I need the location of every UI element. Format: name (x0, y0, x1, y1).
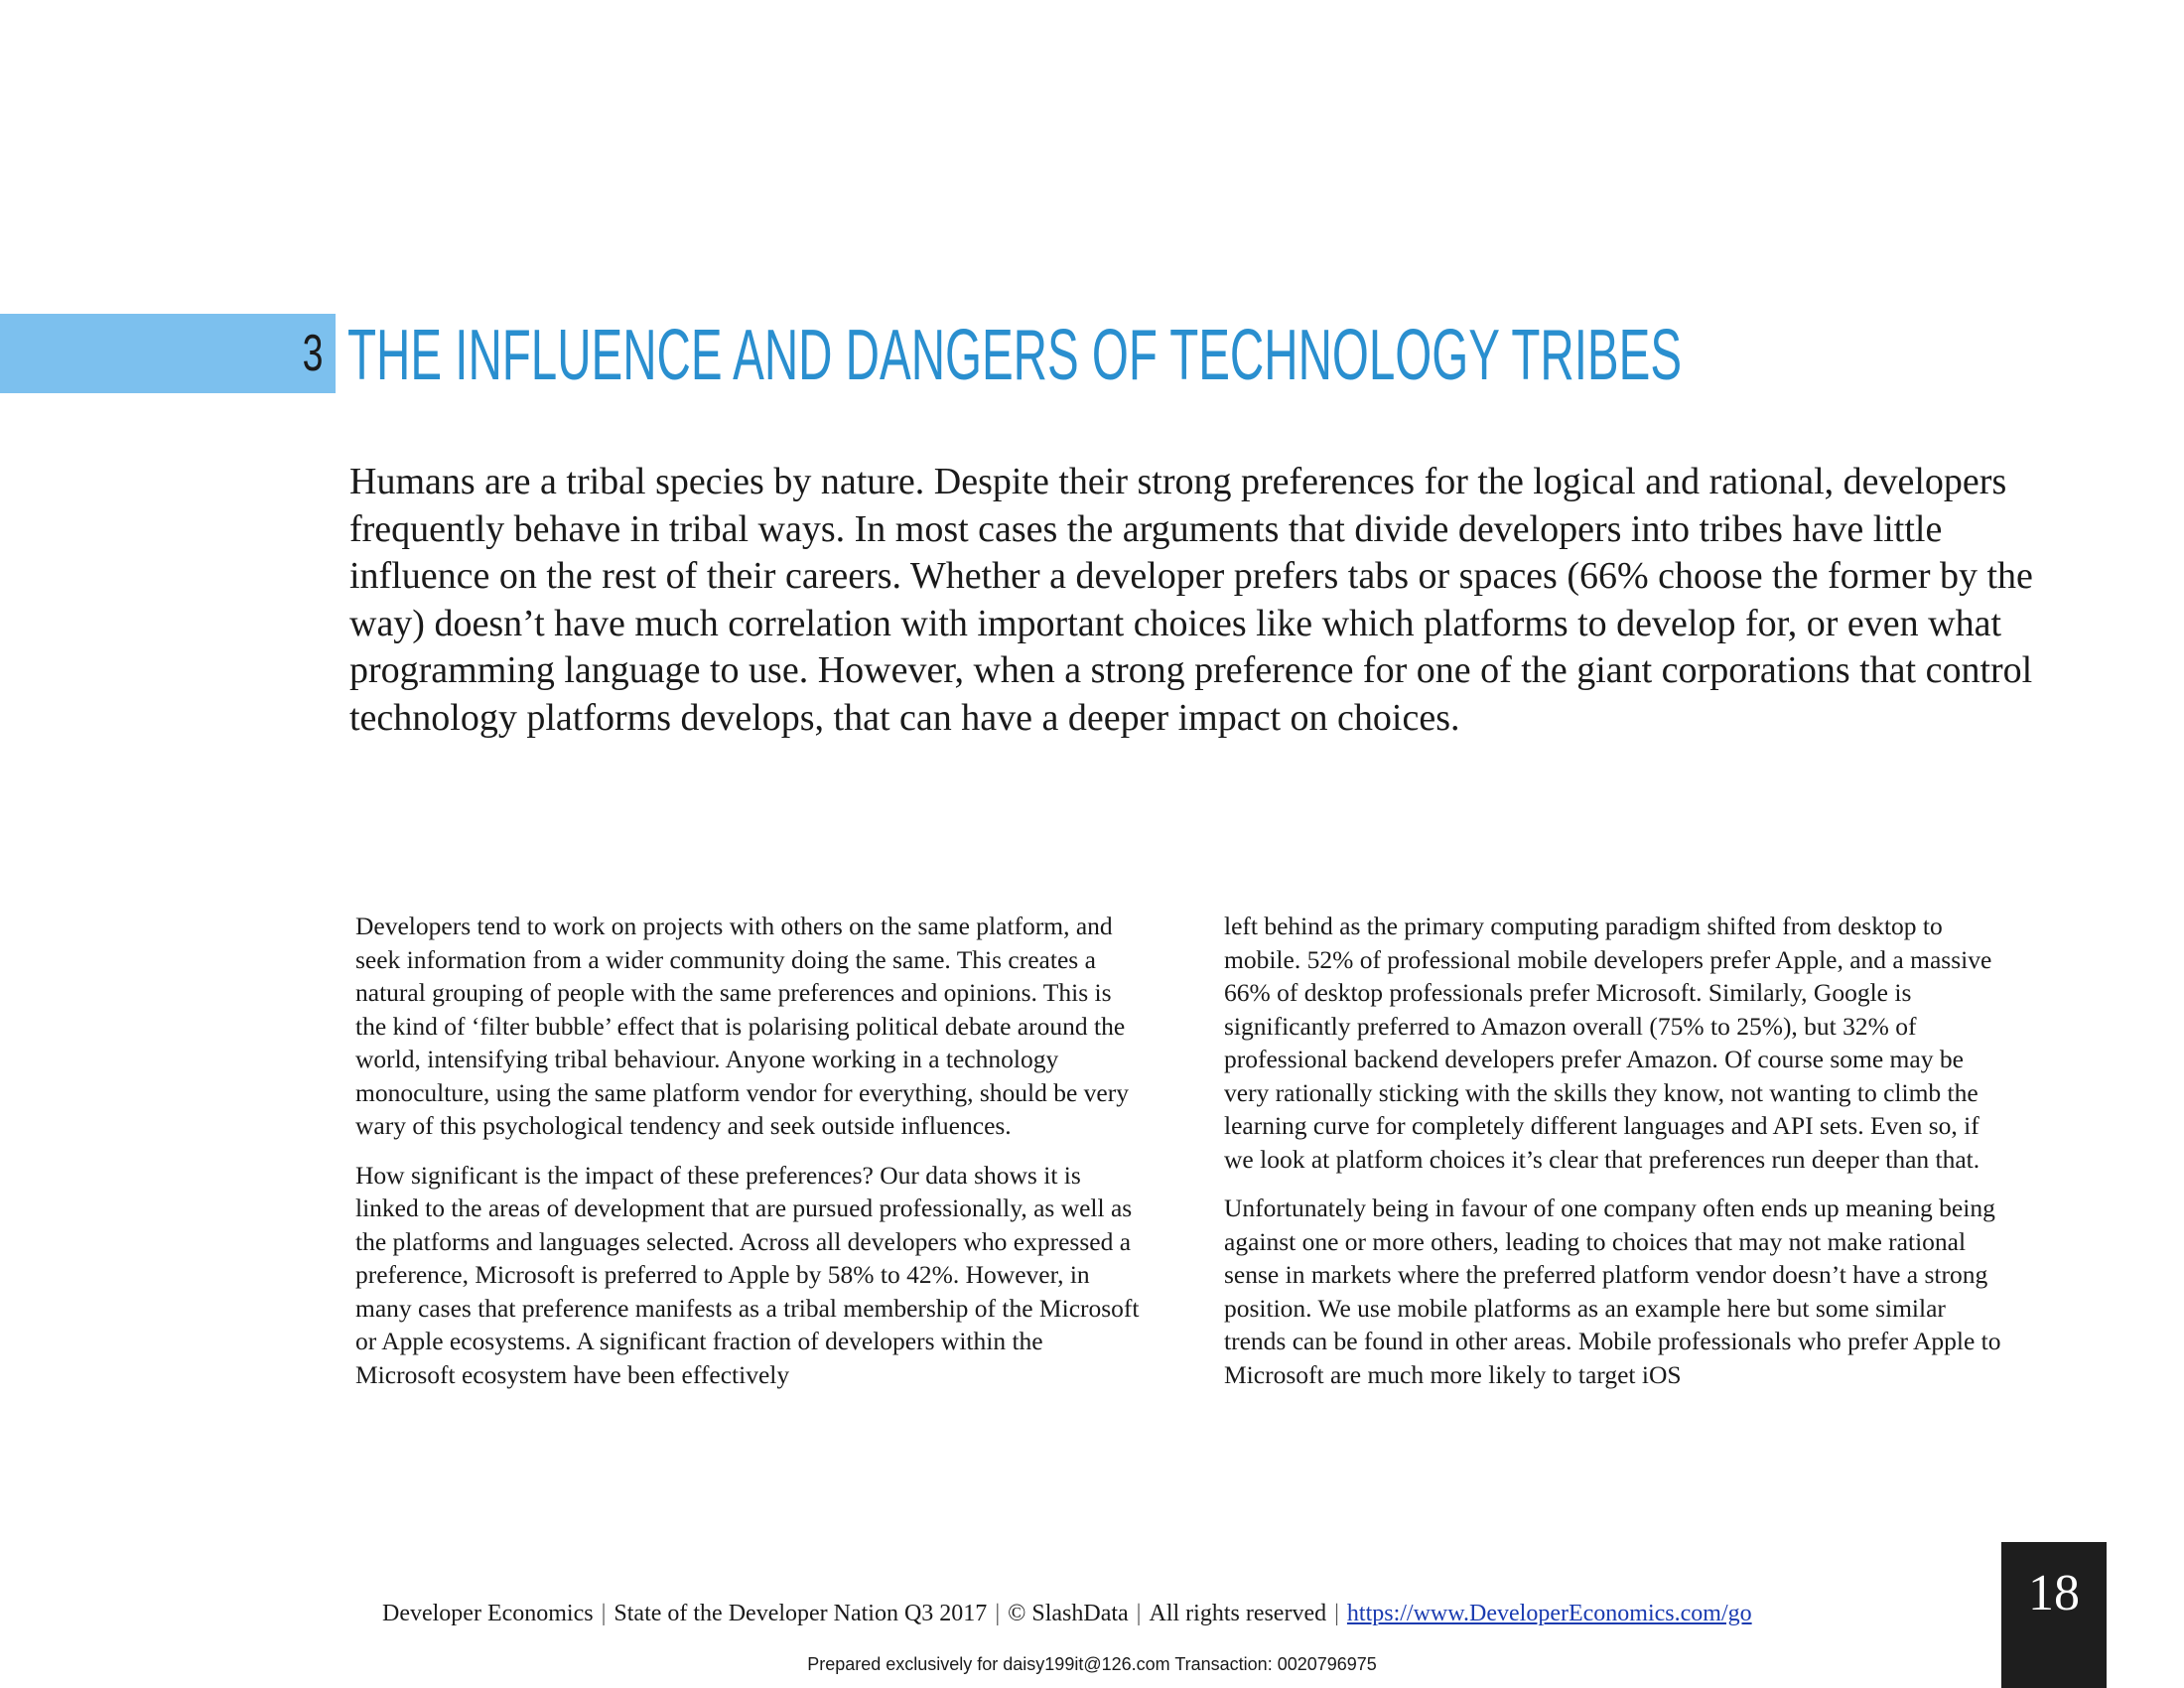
section-number: 3 (302, 325, 324, 382)
prepared-for-notice: Prepared exclusively for daisy199it@126.com Transaction: 0020796975 (807, 1654, 1377, 1674)
footer-separator: | (995, 1601, 1001, 1626)
section-accent-bar (0, 314, 336, 393)
footer-separator: | (1136, 1601, 1142, 1626)
footer-link[interactable]: https://www.DeveloperEconomics.com/go (1346, 1601, 1752, 1626)
footer-rights: All rights reserved (1149, 1601, 1327, 1626)
intro-paragraph: Humans are a tribal species by nature. Despite their strong preferences for the logical and rational, developers frequently behave in tribal ways. In most cases the arguments that divide developers into tribes have little influence on the rest of their careers. Whether a developer prefers tabs or spaces (66% choose the former by the way) doesn’t have much correlation with important choices like which platforms to develop for, or even what programming language to use. However, when a strong preference for one of the giant corporations that control technology platforms develops, that can have a deeper impact on choices. (349, 461, 2033, 739)
body-paragraph: How significant is the impact of these preferences? Our data shows it is linked to the areas of development that are pursued professionally, as well as the platforms and languages selected. Across all developers who expressed a preference, Microsoft is preferred to Apple by 58% to 42%. However, in many cases that preference manifests as a tribal membership of the Microsoft or Apple ecosystems. A significant fraction of developers within the Microsoft ecosystem have been effectively (355, 1160, 1140, 1389)
body-paragraph: Unfortunately being in favour of one company often ends up meaning being against one or more others, leading to choices that may not make rational sense in markets where the preferred platform vendor doesn’t have a strong position. We use mobile platforms as an example here but some similar trends can be found in other areas. Mobile professionals who prefer Apple to Microsoft are much more likely to target iOS (1224, 1194, 2001, 1389)
page-number-box (2001, 1542, 2107, 1688)
body-paragraph: Developers tend to work on projects with others on the same platform, and seek information from a wider community doing the same. This creates a natural grouping of people with the same preferences and opinions. This is the kind of ‘filter bubble’ effect that is polarising political debate around the world, intensifying tribal behaviour. Anyone working in a technology monoculture, using the same platform vendor for everything, should be very wary of this psychological tendency and seek outside influences. (355, 912, 1129, 1140)
footer-separator: | (1334, 1601, 1339, 1626)
body-paragraph: left behind as the primary computing paradigm shifted from desktop to mobile. 52% of professional mobile developers prefer Apple, and a massive 66% of desktop professionals prefer Microsoft. Similarly, Google is significantly preferred to Amazon overall (75% to 25%), but 32% of professional backend developers prefer Amazon. Of course some may be very rationally sticking with the skills they know, not wanting to climb the learning curve for completely different languages and API sets. Even so, if we look at platform choices it’s clear that preferences run deeper than that. (1224, 912, 1992, 1174)
body-column-left (355, 910, 1140, 1407)
body-column-right (1224, 910, 2008, 1407)
footer-brand: Developer Economics (382, 1601, 594, 1626)
page-number: 18 (2028, 1565, 2080, 1621)
section-title: THE INFLUENCE AND DANGERS OF TECHNOLOGY TRIBES (347, 316, 1683, 395)
footer-copyright: © SlashData (1008, 1601, 1129, 1626)
footer-report: State of the Developer Nation Q3 2017 (614, 1601, 988, 1626)
footer-separator: | (601, 1601, 607, 1626)
footer (382, 1596, 1971, 1631)
